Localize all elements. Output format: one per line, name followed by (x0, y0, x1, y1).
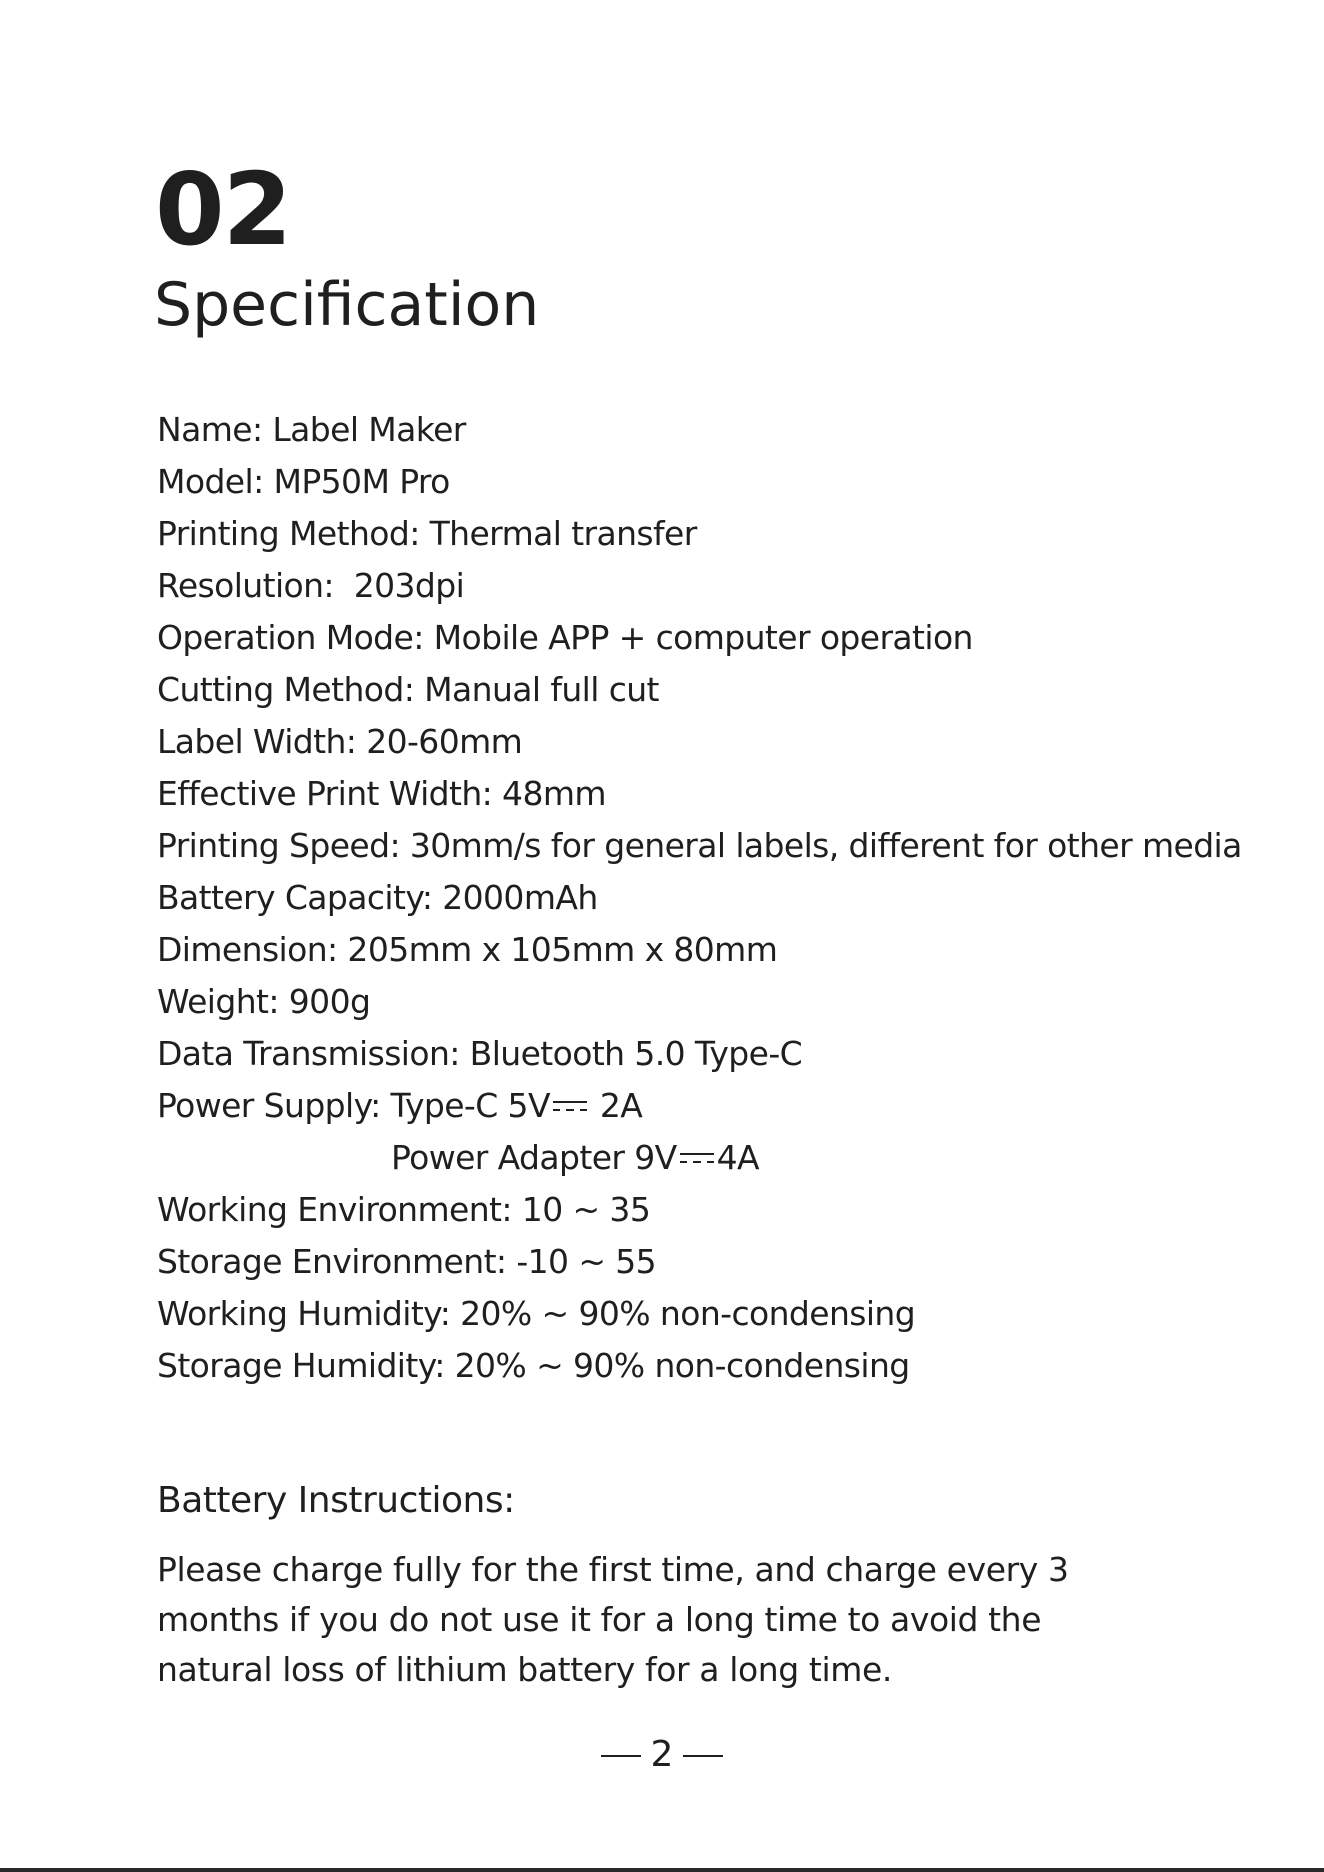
battery-instructions-heading: Battery Instructions: (157, 1480, 515, 1521)
power-adapter-prefix: Power Adapter 9V (391, 1138, 677, 1177)
spec-model: Model: MP50M Pro (157, 462, 450, 501)
spec-label-width: Label Width: 20-60mm (157, 722, 523, 761)
dc-current-icon (679, 1151, 715, 1165)
battery-instructions-text: Please charge fully for the first time, and charge every 3 months if you do not use it for a long time to avoid the natural loss of lithium battery for a long time. (157, 1550, 1069, 1689)
spec-power-supply (157, 1080, 1277, 1132)
spec-operation-mode: Operation Mode: Mobile APP + computer operation (157, 618, 973, 657)
footer-dash-left (601, 1755, 641, 1757)
spec-data-transmission: Data Transmission: Bluetooth 5.0 Type-C (157, 1034, 803, 1073)
spec-weight: Weight: 900g (157, 982, 371, 1021)
spec-name: Name: Label Maker (157, 410, 466, 449)
spec-list (157, 404, 1277, 1392)
power-supply-prefix: Power Supply: Type-C 5V (157, 1086, 550, 1125)
dc-current-icon (552, 1099, 588, 1113)
spec-cutting-method: Cutting Method: Manual full cut (157, 670, 659, 709)
page-bottom-edge (0, 1868, 1324, 1872)
spec-battery-capacity: Battery Capacity: 2000mAh (157, 878, 598, 917)
section-title: Specification (154, 270, 540, 340)
spec-printing-speed: Printing Speed: 30mm/s for general labels, different for other media (157, 826, 1242, 865)
spec-storage-environment: Storage Environment: -10 ~ 55 (157, 1242, 657, 1281)
spec-resolution: Resolution: 203dpi (157, 566, 465, 605)
spec-storage-humidity: Storage Humidity: 20% ~ 90% non-condensing (157, 1346, 910, 1385)
page-footer (0, 1730, 1324, 1780)
spec-printing-method: Printing Method: Thermal transfer (157, 514, 697, 553)
footer-dash-right (683, 1755, 723, 1757)
power-supply-suffix: 2A (589, 1086, 643, 1125)
section-number: 02 (155, 151, 291, 268)
spec-power-adapter (157, 1132, 1277, 1184)
spec-working-environment: Working Environment: 10 ~ 35 (157, 1190, 651, 1229)
page-number: 2 (650, 1734, 674, 1775)
spec-dimension: Dimension: 205mm x 105mm x 80mm (157, 930, 778, 969)
power-adapter-suffix: 4A (716, 1138, 760, 1177)
spec-effective-print-width: Effective Print Width: 48mm (157, 774, 606, 813)
spec-working-humidity: Working Humidity: 20% ~ 90% non-condensing (157, 1294, 916, 1333)
